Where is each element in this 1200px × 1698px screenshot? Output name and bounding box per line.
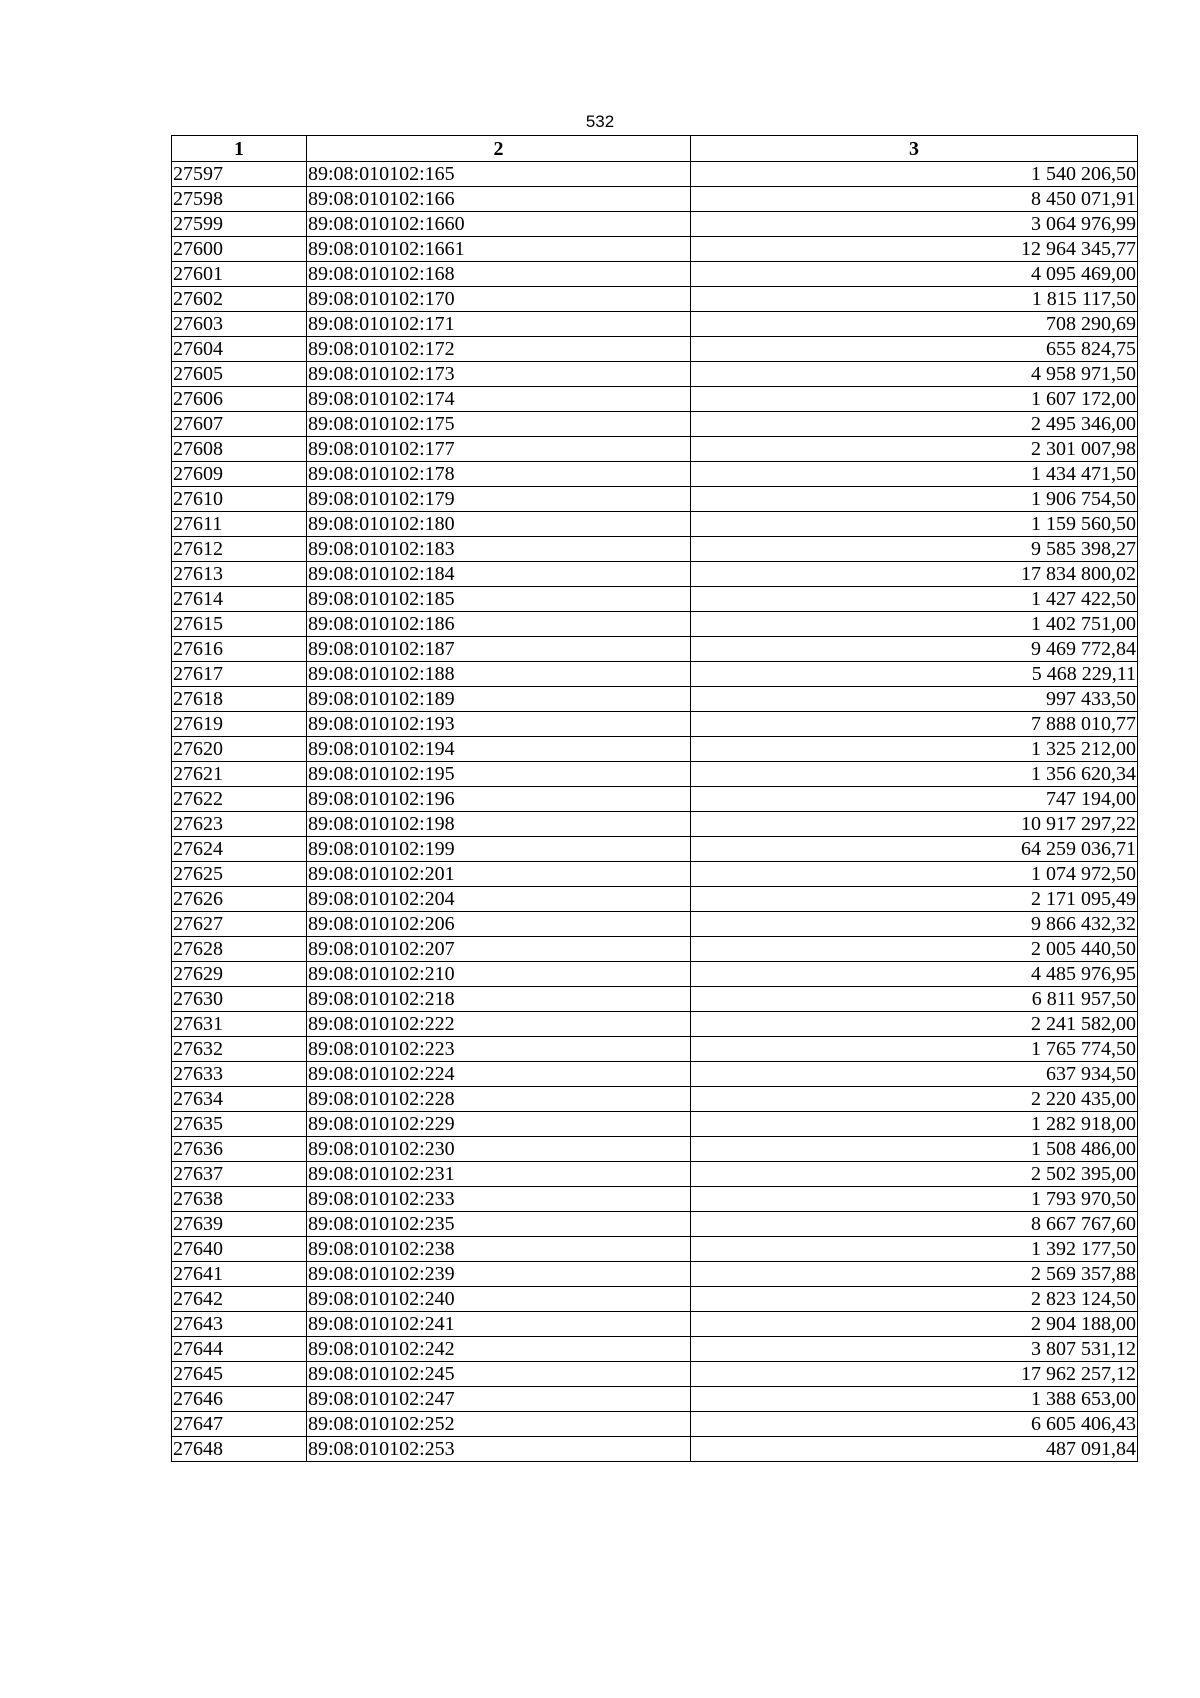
row-number-cell: 27624	[172, 837, 307, 862]
cadastral-number-cell: 89:08:010102:189	[307, 687, 691, 712]
row-number-cell: 27615	[172, 612, 307, 637]
cadastral-value-cell: 2 301 007,98	[691, 437, 1138, 462]
row-number-cell: 27604	[172, 337, 307, 362]
row-number-cell: 27626	[172, 887, 307, 912]
table-row	[172, 362, 1138, 387]
table-row	[172, 1087, 1138, 1112]
cadastral-value-cell: 1 388 653,00	[691, 1387, 1138, 1412]
table-row	[172, 612, 1138, 637]
cadastral-number-cell: 89:08:010102:166	[307, 187, 691, 212]
row-number-cell: 27635	[172, 1112, 307, 1137]
column-header-1: 1	[172, 136, 307, 162]
cadastral-number-cell: 89:08:010102:173	[307, 362, 691, 387]
table-row	[172, 1387, 1138, 1412]
cadastral-value-cell: 6 811 957,50	[691, 987, 1138, 1012]
cadastral-number-cell: 89:08:010102:241	[307, 1312, 691, 1337]
cadastral-number-cell: 89:08:010102:193	[307, 712, 691, 737]
cadastral-number-cell: 89:08:010102:174	[307, 387, 691, 412]
cadastral-value-cell: 6 605 406,43	[691, 1412, 1138, 1437]
row-number-cell: 27637	[172, 1162, 307, 1187]
row-number-cell: 27603	[172, 312, 307, 337]
table-row	[172, 287, 1138, 312]
cadastral-number-cell: 89:08:010102:222	[307, 1012, 691, 1037]
cadastral-value-cell: 2 495 346,00	[691, 412, 1138, 437]
cadastral-number-cell: 89:08:010102:180	[307, 512, 691, 537]
table-row	[172, 762, 1138, 787]
cadastral-number-cell: 89:08:010102:198	[307, 812, 691, 837]
cadastral-value-cell: 1 392 177,50	[691, 1237, 1138, 1262]
cadastral-number-cell: 89:08:010102:240	[307, 1287, 691, 1312]
cadastral-value-cell: 4 485 976,95	[691, 962, 1138, 987]
cadastral-number-cell: 89:08:010102:185	[307, 587, 691, 612]
page-number: 532	[585, 112, 615, 131]
cadastral-number-cell: 89:08:010102:235	[307, 1212, 691, 1237]
cadastral-number-cell: 89:08:010102:253	[307, 1437, 691, 1462]
table-row	[172, 712, 1138, 737]
cadastral-value-cell: 1 402 751,00	[691, 612, 1138, 637]
cadastral-number-cell: 89:08:010102:238	[307, 1237, 691, 1262]
cadastral-value-cell: 2 569 357,88	[691, 1262, 1138, 1287]
cadastral-value-cell: 4 095 469,00	[691, 262, 1138, 287]
cadastral-value-cell: 1 540 206,50	[691, 162, 1138, 187]
cadastral-value-cell: 3 064 976,99	[691, 212, 1138, 237]
cadastral-number-cell: 89:08:010102:183	[307, 537, 691, 562]
cadastral-value-cell: 4 958 971,50	[691, 362, 1138, 387]
table-row	[172, 962, 1138, 987]
table-row	[172, 1287, 1138, 1312]
cadastral-number-cell: 89:08:010102:242	[307, 1337, 691, 1362]
row-number-cell: 27608	[172, 437, 307, 462]
column-header-2: 2	[307, 136, 691, 162]
table-row	[172, 562, 1138, 587]
row-number-cell: 27620	[172, 737, 307, 762]
cadastral-value-cell: 8 667 767,60	[691, 1212, 1138, 1237]
cadastral-number-cell: 89:08:010102:233	[307, 1187, 691, 1212]
cadastral-number-cell: 89:08:010102:245	[307, 1362, 691, 1387]
cadastral-value-cell: 10 917 297,22	[691, 812, 1138, 837]
cadastral-number-cell: 89:08:010102:186	[307, 612, 691, 637]
table-row	[172, 637, 1138, 662]
table-row	[172, 337, 1138, 362]
table-row	[172, 1212, 1138, 1237]
cadastral-value-cell: 2 171 095,49	[691, 887, 1138, 912]
table-row	[172, 1312, 1138, 1337]
cadastral-number-cell: 89:08:010102:1660	[307, 212, 691, 237]
row-number-cell: 27612	[172, 537, 307, 562]
table-row	[172, 1412, 1138, 1437]
cadastral-value-cell: 2 904 188,00	[691, 1312, 1138, 1337]
row-number-cell: 27618	[172, 687, 307, 712]
row-number-cell: 27607	[172, 412, 307, 437]
cadastral-number-cell: 89:08:010102:206	[307, 912, 691, 937]
cadastral-number-cell: 89:08:010102:210	[307, 962, 691, 987]
cadastral-number-cell: 89:08:010102:194	[307, 737, 691, 762]
table-row	[172, 1162, 1138, 1187]
cadastral-value-cell: 9 585 398,27	[691, 537, 1138, 562]
cadastral-number-cell: 89:08:010102:204	[307, 887, 691, 912]
cadastral-value-cell: 1 427 422,50	[691, 587, 1138, 612]
cadastral-value-cell: 1 815 117,50	[691, 287, 1138, 312]
cadastral-value-cell: 12 964 345,77	[691, 237, 1138, 262]
cadastral-number-cell: 89:08:010102:195	[307, 762, 691, 787]
table-row	[172, 1112, 1138, 1137]
cadastral-value-cell: 2 502 395,00	[691, 1162, 1138, 1187]
cadastral-number-cell: 89:08:010102:188	[307, 662, 691, 687]
row-number-cell: 27606	[172, 387, 307, 412]
row-number-cell: 27602	[172, 287, 307, 312]
row-number-cell: 27601	[172, 262, 307, 287]
row-number-cell: 27640	[172, 1237, 307, 1262]
row-number-cell: 27616	[172, 637, 307, 662]
cadastral-value-cell: 1 325 212,00	[691, 737, 1138, 762]
cadastral-number-cell: 89:08:010102:1661	[307, 237, 691, 262]
cadastral-value-table	[171, 135, 1138, 1462]
cadastral-number-cell: 89:08:010102:187	[307, 637, 691, 662]
cadastral-number-cell: 89:08:010102:196	[307, 787, 691, 812]
row-number-cell: 27609	[172, 462, 307, 487]
row-number-cell: 27639	[172, 1212, 307, 1237]
cadastral-number-cell: 89:08:010102:199	[307, 837, 691, 862]
table-row	[172, 1062, 1138, 1087]
row-number-cell: 27642	[172, 1287, 307, 1312]
row-number-cell: 27632	[172, 1037, 307, 1062]
table-row	[172, 662, 1138, 687]
row-number-cell: 27614	[172, 587, 307, 612]
table-row	[172, 862, 1138, 887]
cadastral-value-cell: 1 356 620,34	[691, 762, 1138, 787]
cadastral-value-cell: 655 824,75	[691, 337, 1138, 362]
cadastral-value-cell: 3 807 531,12	[691, 1337, 1138, 1362]
cadastral-number-cell: 89:08:010102:247	[307, 1387, 691, 1412]
row-number-cell: 27644	[172, 1337, 307, 1362]
table-header-row	[172, 136, 1138, 162]
row-number-cell: 27629	[172, 962, 307, 987]
table-row	[172, 1237, 1138, 1262]
cadastral-value-cell: 1 607 172,00	[691, 387, 1138, 412]
cadastral-value-cell: 747 194,00	[691, 787, 1138, 812]
table-row	[172, 937, 1138, 962]
cadastral-value-cell: 487 091,84	[691, 1437, 1138, 1462]
table-row	[172, 162, 1138, 187]
row-number-cell: 27621	[172, 762, 307, 787]
table-row	[172, 212, 1138, 237]
table-row	[172, 187, 1138, 212]
table-row	[172, 887, 1138, 912]
table-row	[172, 1337, 1138, 1362]
cadastral-value-cell: 1 508 486,00	[691, 1137, 1138, 1162]
cadastral-number-cell: 89:08:010102:168	[307, 262, 691, 287]
cadastral-number-cell: 89:08:010102:230	[307, 1137, 691, 1162]
row-number-cell: 27623	[172, 812, 307, 837]
cadastral-value-cell: 2 241 582,00	[691, 1012, 1138, 1037]
cadastral-value-cell: 637 934,50	[691, 1062, 1138, 1087]
cadastral-number-cell: 89:08:010102:224	[307, 1062, 691, 1087]
cadastral-number-cell: 89:08:010102:175	[307, 412, 691, 437]
row-number-cell: 27613	[172, 562, 307, 587]
cadastral-value-cell: 64 259 036,71	[691, 837, 1138, 862]
cadastral-value-cell: 8 450 071,91	[691, 187, 1138, 212]
table-row	[172, 487, 1138, 512]
cadastral-value-cell: 9 866 432,32	[691, 912, 1138, 937]
row-number-cell: 27643	[172, 1312, 307, 1337]
row-number-cell: 27636	[172, 1137, 307, 1162]
cadastral-number-cell: 89:08:010102:239	[307, 1262, 691, 1287]
cadastral-value-cell: 1 159 560,50	[691, 512, 1138, 537]
cadastral-value-cell: 708 290,69	[691, 312, 1138, 337]
row-number-cell: 27638	[172, 1187, 307, 1212]
row-number-cell: 27605	[172, 362, 307, 387]
table-row	[172, 812, 1138, 837]
row-number-cell: 27648	[172, 1437, 307, 1462]
cadastral-value-cell: 2 005 440,50	[691, 937, 1138, 962]
table-row	[172, 787, 1138, 812]
cadastral-value-cell: 2 823 124,50	[691, 1287, 1138, 1312]
cadastral-number-cell: 89:08:010102:177	[307, 437, 691, 462]
row-number-cell: 27611	[172, 512, 307, 537]
cadastral-number-cell: 89:08:010102:252	[307, 1412, 691, 1437]
table-row	[172, 437, 1138, 462]
row-number-cell: 27645	[172, 1362, 307, 1387]
table-row	[172, 537, 1138, 562]
table-row	[172, 512, 1138, 537]
table-row	[172, 312, 1138, 337]
cadastral-value-cell: 2 220 435,00	[691, 1087, 1138, 1112]
row-number-cell: 27617	[172, 662, 307, 687]
table-row	[172, 1437, 1138, 1462]
row-number-cell: 27610	[172, 487, 307, 512]
table-row	[172, 912, 1138, 937]
table-row	[172, 1012, 1138, 1037]
cadastral-number-cell: 89:08:010102:179	[307, 487, 691, 512]
table-row	[172, 462, 1138, 487]
cadastral-value-cell: 5 468 229,11	[691, 662, 1138, 687]
table-row	[172, 1137, 1138, 1162]
cadastral-number-cell: 89:08:010102:201	[307, 862, 691, 887]
cadastral-value-cell: 1 074 972,50	[691, 862, 1138, 887]
table-row	[172, 837, 1138, 862]
cadastral-number-cell: 89:08:010102:231	[307, 1162, 691, 1187]
table-row	[172, 587, 1138, 612]
cadastral-value-cell: 7 888 010,77	[691, 712, 1138, 737]
row-number-cell: 27600	[172, 237, 307, 262]
cadastral-value-cell: 17 834 800,02	[691, 562, 1138, 587]
cadastral-number-cell: 89:08:010102:229	[307, 1112, 691, 1137]
row-number-cell: 27631	[172, 1012, 307, 1037]
table-row	[172, 687, 1138, 712]
table-row	[172, 1187, 1138, 1212]
cadastral-number-cell: 89:08:010102:228	[307, 1087, 691, 1112]
table-row	[172, 987, 1138, 1012]
cadastral-value-cell: 1 434 471,50	[691, 462, 1138, 487]
cadastral-value-cell: 17 962 257,12	[691, 1362, 1138, 1387]
cadastral-number-cell: 89:08:010102:172	[307, 337, 691, 362]
cadastral-value-cell: 997 433,50	[691, 687, 1138, 712]
table-row	[172, 412, 1138, 437]
row-number-cell: 27634	[172, 1087, 307, 1112]
row-number-cell: 27597	[172, 162, 307, 187]
cadastral-value-cell: 1 765 774,50	[691, 1037, 1138, 1062]
cadastral-value-cell: 1 282 918,00	[691, 1112, 1138, 1137]
cadastral-number-cell: 89:08:010102:178	[307, 462, 691, 487]
row-number-cell: 27647	[172, 1412, 307, 1437]
table-row	[172, 262, 1138, 287]
row-number-cell: 27599	[172, 212, 307, 237]
cadastral-number-cell: 89:08:010102:170	[307, 287, 691, 312]
cadastral-number-cell: 89:08:010102:165	[307, 162, 691, 187]
row-number-cell: 27598	[172, 187, 307, 212]
row-number-cell: 27619	[172, 712, 307, 737]
column-header-3: 3	[691, 136, 1138, 162]
table-row	[172, 1037, 1138, 1062]
row-number-cell: 27630	[172, 987, 307, 1012]
table-row	[172, 1262, 1138, 1287]
table-row	[172, 387, 1138, 412]
cadastral-number-cell: 89:08:010102:218	[307, 987, 691, 1012]
cadastral-number-cell: 89:08:010102:184	[307, 562, 691, 587]
cadastral-number-cell: 89:08:010102:207	[307, 937, 691, 962]
cadastral-value-cell: 1 793 970,50	[691, 1187, 1138, 1212]
row-number-cell: 27622	[172, 787, 307, 812]
cadastral-value-cell: 9 469 772,84	[691, 637, 1138, 662]
table-row	[172, 737, 1138, 762]
cadastral-number-cell: 89:08:010102:223	[307, 1037, 691, 1062]
row-number-cell: 27628	[172, 937, 307, 962]
row-number-cell: 27627	[172, 912, 307, 937]
row-number-cell: 27646	[172, 1387, 307, 1412]
table-row	[172, 237, 1138, 262]
cadastral-value-cell: 1 906 754,50	[691, 487, 1138, 512]
table-body	[172, 162, 1138, 1462]
row-number-cell: 27641	[172, 1262, 307, 1287]
cadastral-number-cell: 89:08:010102:171	[307, 312, 691, 337]
row-number-cell: 27633	[172, 1062, 307, 1087]
row-number-cell: 27625	[172, 862, 307, 887]
table-row	[172, 1362, 1138, 1387]
